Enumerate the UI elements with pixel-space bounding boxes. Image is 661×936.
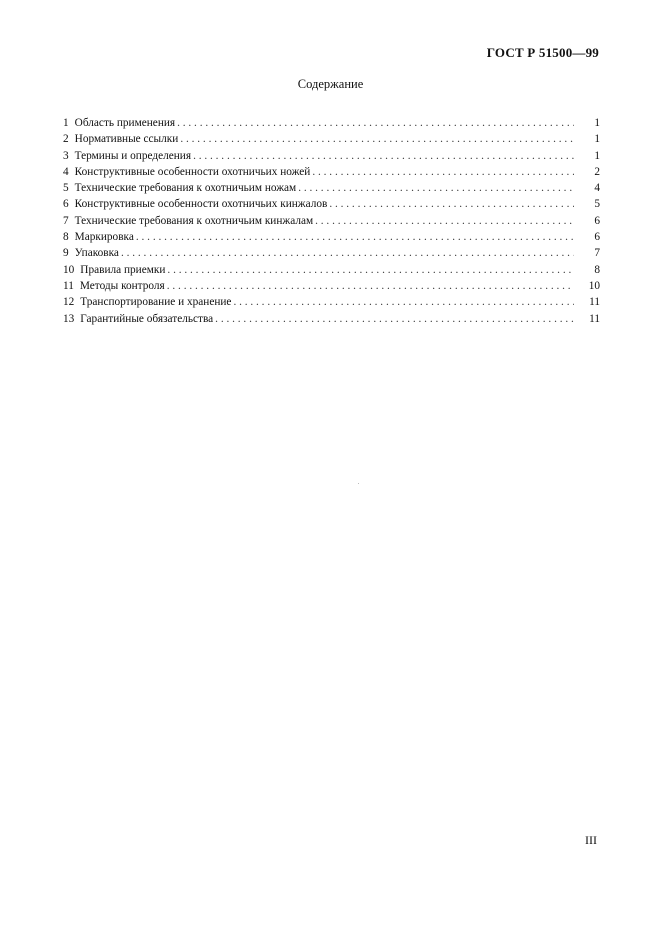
toc-leader-dots (329, 196, 574, 212)
toc-entry-page: 8 (594, 263, 600, 276)
toc-entry-13[interactable] (63, 311, 600, 327)
toc-entry-number: 1 (63, 117, 69, 129)
toc-entry-page: 6 (594, 214, 600, 227)
toc-entry-number: 3 (63, 149, 69, 162)
toc-entry-title: Технические требования к охотничьим ножам (74, 182, 297, 195)
document-code: ГОСТ Р 51500—99 (486, 45, 599, 60)
toc-entry-1[interactable] (63, 115, 600, 131)
toc-entry-page: 5 (594, 198, 600, 211)
toc-entry-number: 2 (63, 133, 69, 146)
toc-entry-page: 10 (588, 279, 600, 292)
toc-leader-dots (215, 311, 574, 327)
toc-entry-number: 7 (63, 214, 69, 227)
toc-entry-title: Транспортирование и хранение (80, 296, 232, 309)
toc-leader-dots (233, 294, 574, 310)
toc-entry-title: Область применения (74, 117, 176, 129)
toc-entry-page: 11 (589, 296, 600, 309)
toc-entry-number: 11 (63, 279, 74, 292)
toc-entry-6[interactable] (63, 196, 600, 212)
toc-entry-page: 1 (594, 149, 600, 162)
toc-entry-2[interactable] (63, 131, 600, 147)
toc-leader-dots (193, 148, 574, 164)
toc-leader-dots (298, 180, 574, 196)
toc-entry-title: Маркировка (74, 231, 134, 244)
toc-entry-number: 5 (63, 182, 69, 195)
toc-leader-dots (121, 245, 574, 261)
toc-entry-title: Правила приемки (80, 263, 166, 276)
toc-entry-page: 4 (594, 182, 600, 195)
toc-entry-number: 12 (63, 296, 75, 309)
page-number: III (585, 833, 597, 847)
toc-entry-number: 9 (63, 247, 69, 260)
toc-entry-3[interactable] (63, 148, 600, 164)
toc-entry-title: Технические требования к охотничьим кинжалам (74, 214, 314, 227)
toc-leader-dots (315, 213, 574, 229)
toc-leader-dots (312, 164, 574, 180)
toc-entry-title: Упаковка (74, 247, 119, 260)
toc-entry-number: 6 (63, 198, 69, 211)
toc-entry-12[interactable] (63, 294, 600, 310)
toc-entry-page: 1 (594, 117, 600, 129)
toc-leader-dots (180, 131, 574, 147)
toc-leader-dots (177, 115, 574, 131)
toc-entry-number: 8 (63, 231, 69, 244)
toc-entry-11[interactable] (63, 278, 600, 294)
toc-entry-title: Конструктивные особенности охотничьих ножей (74, 165, 311, 178)
toc-entry-9[interactable] (63, 245, 600, 261)
toc-entry-page: 2 (594, 165, 600, 178)
toc-list (63, 115, 600, 327)
toc-entry-page: 1 (594, 133, 600, 146)
toc-entry-number: 10 (63, 263, 75, 276)
toc-entry-page: 7 (594, 247, 600, 260)
toc-entry-number: 4 (63, 165, 69, 178)
scan-speck (358, 483, 359, 484)
toc-entry-title: Конструктивные особенности охотничьих кинжалов (74, 198, 328, 211)
toc-entry-number: 13 (63, 312, 75, 325)
toc-entry-page: 11 (589, 312, 600, 325)
toc-entry-title: Гарантийные обязательства (80, 312, 214, 325)
toc-title: Содержание (297, 77, 364, 91)
toc-entry-title: Методы контроля (79, 279, 165, 292)
toc-entry-4[interactable] (63, 164, 600, 180)
toc-leader-dots (167, 262, 574, 278)
toc-entry-title: Термины и определения (74, 149, 192, 162)
toc-entry-title: Нормативные ссылки (74, 133, 179, 146)
toc-entry-5[interactable] (63, 180, 600, 196)
toc-entry-page: 6 (594, 231, 600, 244)
toc-leader-dots (167, 278, 574, 294)
toc-entry-10[interactable] (63, 262, 600, 278)
toc-leader-dots (136, 229, 574, 245)
toc-entry-7[interactable] (63, 213, 600, 229)
toc-entry-8[interactable] (63, 229, 600, 245)
